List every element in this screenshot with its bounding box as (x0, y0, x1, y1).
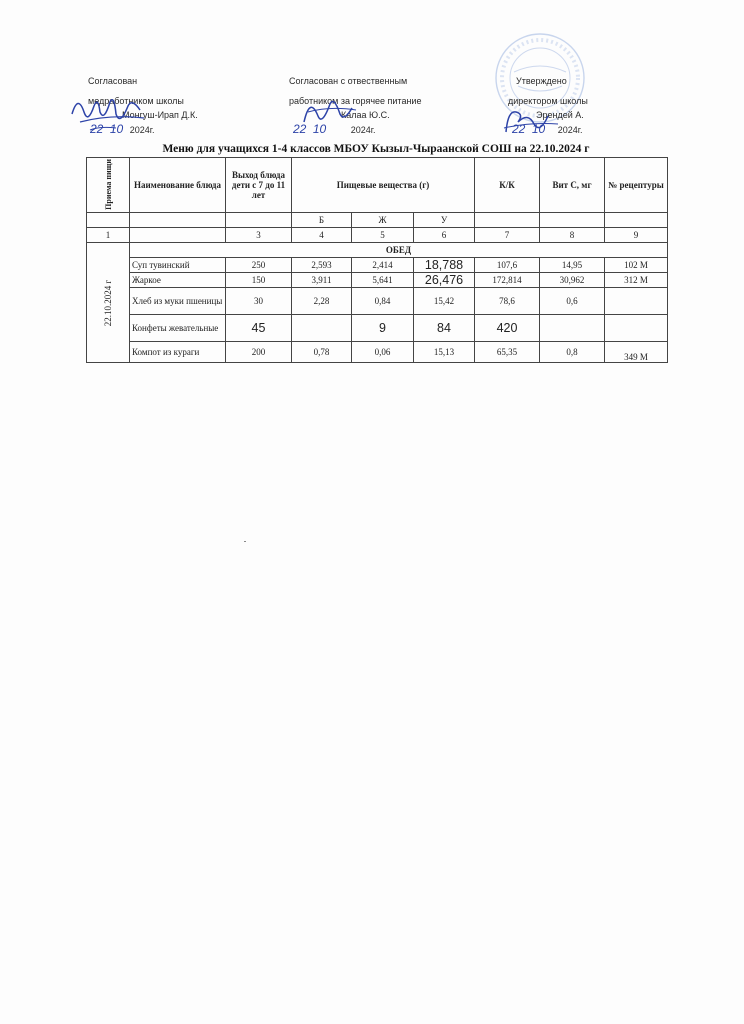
dish-yield: 250 (226, 258, 292, 273)
scan-speck (244, 541, 246, 542)
approval-name: Монгуш-Ирап Д.К. (122, 110, 198, 120)
col-number: 7 (475, 228, 540, 243)
dish-kcal: 107,6 (475, 258, 540, 273)
dish-recipe (605, 288, 668, 315)
dish-protein: 3,911 (292, 273, 352, 288)
approval-line2: медработником школы (88, 96, 184, 106)
dish-carbs: 18,788 (414, 258, 475, 273)
dish-name: Жаркое (130, 273, 226, 288)
col-number: 3 (226, 228, 292, 243)
dish-fat: 2,414 (352, 258, 414, 273)
dish-name: Конфеты жевательные (130, 315, 226, 342)
dish-protein: 2,28 (292, 288, 352, 315)
header-vitc: Вит С, мг (540, 158, 605, 213)
menu-table (86, 157, 668, 363)
header-nutrients: Пищевые вещества (г) (292, 158, 475, 213)
approval-line2: директором школы (508, 96, 588, 106)
table-subheader-row (87, 213, 668, 228)
table-row (87, 258, 668, 273)
header-protein: Б (292, 213, 352, 228)
approval-month: 10 (109, 122, 124, 136)
header-recipe: № рецептуры (605, 158, 668, 213)
dish-name: Компот из кураги (130, 342, 226, 363)
dish-carbs: 84 (414, 315, 475, 342)
table-header-row (87, 158, 668, 213)
col-number: 4 (292, 228, 352, 243)
table-row (87, 288, 668, 315)
col-number: 9 (605, 228, 668, 243)
approval-day: 22 (512, 122, 526, 136)
dish-fat: 9 (352, 315, 414, 342)
header-carbs: У (414, 213, 475, 228)
approval-month: 10 (531, 122, 546, 136)
dish-name: Суп тувинский (130, 258, 226, 273)
dish-carbs: 26,476 (414, 273, 475, 288)
approval-day: 22 (293, 122, 307, 136)
dish-kcal: 420 (475, 315, 540, 342)
approval-line2: работником за горячее питание (289, 96, 422, 106)
dish-name: Хлеб из муки пшеницы (130, 288, 226, 315)
col-number: 8 (540, 228, 605, 243)
dish-fat: 5,641 (352, 273, 414, 288)
dish-fat: 0,84 (352, 288, 414, 315)
dish-vitc: 14,95 (540, 258, 605, 273)
dish-vitc (540, 315, 605, 342)
approval-name: Калаа Ю.С. (341, 110, 390, 120)
dish-protein: 0,78 (292, 342, 352, 363)
dish-yield: 30 (226, 288, 292, 315)
approval-day: 22 (90, 122, 104, 136)
header-kcal: К/К (475, 158, 540, 213)
date-label: 22.10.2024 г (103, 279, 113, 326)
approval-line1: Утверждено (516, 76, 567, 86)
approval-line1: Согласован с отвественным (289, 76, 408, 86)
col-number: 5 (352, 228, 414, 243)
dish-vitc: 0,6 (540, 288, 605, 315)
menu-title: Меню для учащихся 1-4 классов МБОУ Кызыл-Чыраанской СОШ на 22.10.2024 г (162, 143, 590, 155)
table-row (87, 342, 668, 363)
dish-kcal: 172,814 (475, 273, 540, 288)
dish-recipe (605, 315, 668, 342)
dish-yield: 45 (226, 315, 292, 342)
dish-kcal: 65,35 (475, 342, 540, 363)
approval-line1: Согласован (88, 76, 138, 86)
dish-yield: 200 (226, 342, 292, 363)
approval-month: 10 (312, 122, 327, 136)
header-dish: Наименование блюда (130, 158, 226, 213)
dish-recipe: 312 М (605, 273, 668, 288)
date-cell (87, 243, 130, 363)
dish-vitc: 0,8 (540, 342, 605, 363)
dish-kcal: 78,6 (475, 288, 540, 315)
header-fat: Ж (352, 213, 414, 228)
dish-protein: 2,593 (292, 258, 352, 273)
approval-name: Эрендей А. (536, 110, 584, 120)
dish-fat: 0,06 (352, 342, 414, 363)
dish-vitc: 30,962 (540, 273, 605, 288)
table-column-numbers-row (87, 228, 668, 243)
dish-yield: 150 (226, 273, 292, 288)
approval-year: 2024г. (557, 125, 583, 135)
col-number: 1 (87, 228, 130, 243)
dish-protein (292, 315, 352, 342)
dish-carbs: 15,42 (414, 288, 475, 315)
signature-medic (70, 92, 150, 134)
meal-section-row (87, 243, 668, 258)
col-number: 6 (414, 228, 475, 243)
signature-director (500, 104, 560, 138)
meal-label: ОБЕД (130, 243, 668, 258)
approval-year: 2024г. (350, 125, 376, 135)
table-row (87, 315, 668, 342)
table-row (87, 273, 668, 288)
header-meal: Приема пищи (87, 158, 130, 213)
dish-carbs: 15,13 (414, 342, 475, 363)
dish-recipe: 349 М (605, 342, 668, 363)
dish-recipe: 102 М (605, 258, 668, 273)
approval-year: 2024г. (129, 125, 155, 135)
signature-food-service (300, 92, 360, 132)
header-yield: Выход блюда дети с 7 до 11 лет (226, 158, 292, 213)
